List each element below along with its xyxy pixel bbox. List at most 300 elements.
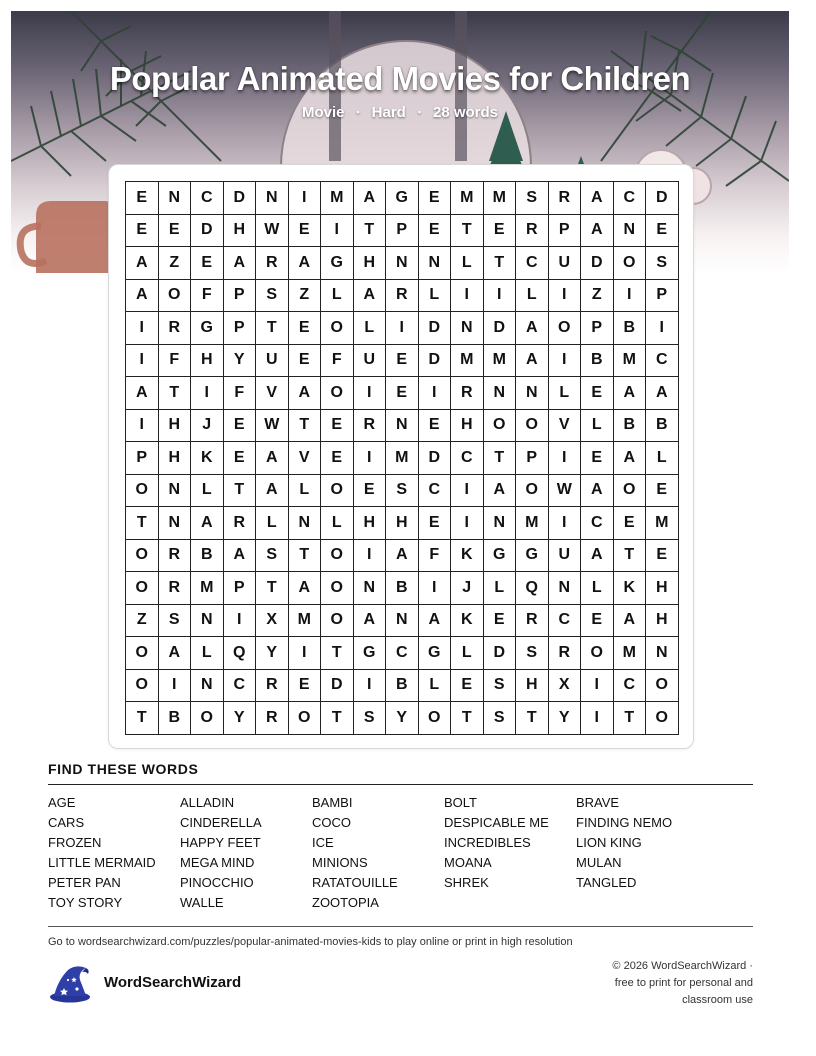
grid-cell[interactable]: D	[321, 669, 354, 702]
grid-cell[interactable]: O	[321, 604, 354, 637]
grid-cell[interactable]: P	[223, 572, 256, 605]
grid-cell[interactable]: I	[223, 604, 256, 637]
grid-cell[interactable]: T	[288, 539, 321, 572]
copyright-notice	[553, 958, 753, 1009]
grid-cell[interactable]: T	[483, 442, 516, 475]
grid-cell[interactable]: C	[646, 344, 679, 377]
grid-cell[interactable]: T	[451, 214, 484, 247]
grid-cell[interactable]: A	[256, 442, 289, 475]
grid-cell[interactable]: I	[418, 377, 451, 410]
grid-cell[interactable]: V	[256, 377, 289, 410]
grid-cell[interactable]: H	[158, 409, 191, 442]
grid-cell[interactable]: E	[223, 442, 256, 475]
grid-cell[interactable]: R	[516, 604, 549, 637]
grid-cell[interactable]: A	[288, 247, 321, 280]
grid-cell[interactable]: N	[483, 507, 516, 540]
grid-cell[interactable]: C	[223, 669, 256, 702]
grid-cell[interactable]: Y	[223, 344, 256, 377]
grid-cell[interactable]: I	[613, 279, 646, 312]
grid-cell[interactable]: M	[483, 182, 516, 215]
grid-cell[interactable]: A	[126, 279, 159, 312]
grid-cell[interactable]: T	[256, 572, 289, 605]
grid-cell[interactable]: N	[158, 182, 191, 215]
grid-cell[interactable]: O	[126, 572, 159, 605]
grid-cell[interactable]: Z	[126, 604, 159, 637]
word-list-item: FINDING NEMO	[576, 815, 673, 830]
grid-cell[interactable]: B	[581, 344, 614, 377]
grid-cell[interactable]: I	[451, 507, 484, 540]
grid-cell[interactable]: I	[353, 377, 386, 410]
grid-cell[interactable]: X	[548, 669, 581, 702]
grid-cell[interactable]: C	[581, 507, 614, 540]
online-play-link[interactable]: Go to wordsearchwizard.com/puzzles/popular-animated-movies-kids to play online or print in high resolution	[48, 936, 573, 948]
grid-cell[interactable]: A	[581, 214, 614, 247]
grid-cell[interactable]: N	[386, 409, 419, 442]
grid-cell[interactable]: Z	[288, 279, 321, 312]
grid-cell[interactable]: D	[223, 182, 256, 215]
grid-cell[interactable]: D	[418, 344, 451, 377]
grid-cell[interactable]: R	[256, 669, 289, 702]
grid-cell[interactable]: E	[288, 669, 321, 702]
grid-cell[interactable]: O	[613, 474, 646, 507]
grid-cell[interactable]: N	[516, 377, 549, 410]
grid-cell[interactable]: T	[353, 214, 386, 247]
grid-cell[interactable]: K	[613, 572, 646, 605]
grid-cell[interactable]: M	[646, 507, 679, 540]
grid-cell[interactable]: B	[191, 539, 224, 572]
grid-cell[interactable]: N	[613, 214, 646, 247]
grid-cell[interactable]: L	[191, 474, 224, 507]
grid-cell[interactable]: A	[353, 604, 386, 637]
grid-cell[interactable]: A	[353, 279, 386, 312]
grid-cell[interactable]: E	[418, 409, 451, 442]
grid-cell[interactable]: I	[581, 669, 614, 702]
grid-cell[interactable]: L	[483, 572, 516, 605]
grid-cell[interactable]: V	[288, 442, 321, 475]
grid-cell[interactable]: G	[321, 247, 354, 280]
grid-cell[interactable]: A	[418, 604, 451, 637]
grid-cell[interactable]: O	[516, 474, 549, 507]
grid-cell[interactable]: D	[581, 247, 614, 280]
grid-cell[interactable]: A	[613, 442, 646, 475]
grid-cell[interactable]: S	[646, 247, 679, 280]
grid-cell[interactable]: P	[126, 442, 159, 475]
grid-cell[interactable]: R	[516, 214, 549, 247]
word-count-label: 28 words	[432, 104, 499, 121]
grid-cell[interactable]: E	[581, 377, 614, 410]
grid-cell[interactable]: E	[418, 182, 451, 215]
grid-cell[interactable]: E	[418, 507, 451, 540]
grid-cell[interactable]: L	[548, 377, 581, 410]
grid-cell[interactable]: E	[646, 474, 679, 507]
grid-cell[interactable]: M	[321, 182, 354, 215]
grid-cell[interactable]: L	[451, 637, 484, 670]
grid-cell[interactable]: V	[548, 409, 581, 442]
grid-cell[interactable]: D	[483, 312, 516, 345]
grid-cell[interactable]: Y	[548, 702, 581, 735]
grid-cell[interactable]: I	[126, 409, 159, 442]
grid-cell[interactable]: U	[548, 247, 581, 280]
grid-cell[interactable]: I	[386, 312, 419, 345]
grid-cell[interactable]: M	[288, 604, 321, 637]
grid-cell[interactable]: P	[516, 442, 549, 475]
grid-cell[interactable]: A	[191, 507, 224, 540]
grid-cell[interactable]: S	[483, 702, 516, 735]
grid-cell[interactable]: O	[126, 474, 159, 507]
grid-cell[interactable]: R	[386, 279, 419, 312]
grid-cell[interactable]: E	[321, 442, 354, 475]
grid-cell[interactable]: A	[516, 312, 549, 345]
grid-cell[interactable]: A	[353, 182, 386, 215]
grid-cell[interactable]: R	[158, 539, 191, 572]
grid-cell[interactable]: L	[256, 507, 289, 540]
grid-cell[interactable]: R	[223, 507, 256, 540]
grid-cell[interactable]: E	[126, 214, 159, 247]
grid-cell[interactable]: K	[451, 604, 484, 637]
grid-cell[interactable]: E	[126, 182, 159, 215]
grid-cell[interactable]: D	[483, 637, 516, 670]
grid-cell[interactable]: E	[288, 312, 321, 345]
grid-cell[interactable]: I	[288, 182, 321, 215]
grid-cell[interactable]: Y	[256, 637, 289, 670]
grid-cell[interactable]: W	[256, 409, 289, 442]
grid-cell[interactable]: O	[321, 572, 354, 605]
grid-cell[interactable]: J	[451, 572, 484, 605]
grid-cell[interactable]: P	[646, 279, 679, 312]
grid-cell[interactable]: A	[483, 474, 516, 507]
grid-row	[126, 409, 679, 442]
grid-cell[interactable]: S	[256, 539, 289, 572]
grid-cell[interactable]: R	[451, 377, 484, 410]
grid-cell[interactable]: C	[451, 442, 484, 475]
grid-cell[interactable]: I	[646, 312, 679, 345]
grid-cell[interactable]: A	[581, 182, 614, 215]
grid-cell[interactable]: O	[581, 637, 614, 670]
grid-cell[interactable]: C	[548, 604, 581, 637]
grid-cell[interactable]: H	[646, 604, 679, 637]
grid-cell[interactable]: L	[451, 247, 484, 280]
grid-cell[interactable]: T	[613, 702, 646, 735]
grid-cell[interactable]: T	[483, 247, 516, 280]
grid-cell[interactable]: E	[646, 539, 679, 572]
grid-cell[interactable]: D	[646, 182, 679, 215]
grid-cell[interactable]: N	[191, 669, 224, 702]
grid-cell[interactable]: E	[451, 669, 484, 702]
grid-cell[interactable]: E	[646, 214, 679, 247]
grid-cell[interactable]: E	[353, 474, 386, 507]
grid-cell[interactable]: T	[158, 377, 191, 410]
grid-cell[interactable]: G	[516, 539, 549, 572]
grid-cell[interactable]: I	[321, 214, 354, 247]
grid-cell[interactable]: X	[256, 604, 289, 637]
grid-cell[interactable]: T	[516, 702, 549, 735]
grid-cell[interactable]: E	[581, 442, 614, 475]
grid-cell[interactable]: I	[451, 279, 484, 312]
grid-cell[interactable]: L	[191, 637, 224, 670]
grid-cell[interactable]: L	[353, 312, 386, 345]
grid-cell[interactable]: R	[548, 637, 581, 670]
grid-cell[interactable]: T	[613, 539, 646, 572]
grid-cell[interactable]: N	[158, 507, 191, 540]
grid-cell[interactable]: O	[126, 539, 159, 572]
grid-cell[interactable]: R	[256, 247, 289, 280]
grid-cell[interactable]: E	[223, 409, 256, 442]
grid-cell[interactable]: S	[386, 474, 419, 507]
grid-cell[interactable]: M	[451, 344, 484, 377]
grid-cell[interactable]: P	[581, 312, 614, 345]
grid-cell[interactable]: L	[646, 442, 679, 475]
grid-cell[interactable]: A	[581, 474, 614, 507]
grid-cell[interactable]: K	[451, 539, 484, 572]
grid-cell[interactable]: M	[451, 182, 484, 215]
grid-cell[interactable]: F	[158, 344, 191, 377]
grid-cell[interactable]: Z	[581, 279, 614, 312]
grid-cell[interactable]: T	[126, 702, 159, 735]
grid-cell[interactable]: O	[646, 702, 679, 735]
grid-cell[interactable]: I	[451, 474, 484, 507]
grid-cell[interactable]: E	[386, 344, 419, 377]
grid-cell[interactable]: U	[548, 539, 581, 572]
grid-cell[interactable]: F	[321, 344, 354, 377]
grid-cell[interactable]: L	[288, 474, 321, 507]
grid-cell[interactable]: U	[353, 344, 386, 377]
grid-cell[interactable]: T	[321, 702, 354, 735]
grid-cell[interactable]: E	[321, 409, 354, 442]
brand-name[interactable]: WordSearchWizard	[104, 974, 242, 991]
grid-cell[interactable]: M	[516, 507, 549, 540]
grid-cell[interactable]: B	[386, 572, 419, 605]
grid-cell[interactable]: P	[223, 279, 256, 312]
grid-cell[interactable]: I	[548, 507, 581, 540]
grid-cell[interactable]: W	[548, 474, 581, 507]
grid-cell[interactable]: A	[126, 377, 159, 410]
grid-cell[interactable]: Y	[223, 702, 256, 735]
grid-cell[interactable]: P	[548, 214, 581, 247]
grid-cell[interactable]: O	[321, 539, 354, 572]
grid-cell[interactable]: H	[451, 409, 484, 442]
grid-cell[interactable]: L	[581, 409, 614, 442]
grid-cell[interactable]: H	[223, 214, 256, 247]
grid-cell[interactable]: B	[158, 702, 191, 735]
grid-cell[interactable]: O	[321, 312, 354, 345]
grid-cell[interactable]: O	[418, 702, 451, 735]
grid-cell[interactable]: M	[613, 637, 646, 670]
grid-cell[interactable]: L	[418, 279, 451, 312]
grid-cell[interactable]: F	[191, 279, 224, 312]
grid-cell[interactable]: O	[613, 247, 646, 280]
grid-cell[interactable]: O	[191, 702, 224, 735]
grid-cell[interactable]: R	[256, 702, 289, 735]
grid-cell[interactable]: I	[548, 442, 581, 475]
grid-cell[interactable]: N	[386, 604, 419, 637]
grid-cell[interactable]: A	[613, 604, 646, 637]
grid-cell[interactable]: N	[451, 312, 484, 345]
grid-cell[interactable]: O	[126, 669, 159, 702]
grid-cell[interactable]: I	[353, 669, 386, 702]
grid-cell[interactable]: A	[288, 572, 321, 605]
grid-cell[interactable]: N	[191, 604, 224, 637]
grid-row	[126, 312, 679, 345]
grid-cell[interactable]: Q	[223, 637, 256, 670]
grid-cell[interactable]: E	[418, 214, 451, 247]
grid-cell[interactable]: A	[516, 344, 549, 377]
grid-cell[interactable]: H	[516, 669, 549, 702]
grid-cell[interactable]: T	[451, 702, 484, 735]
grid-cell[interactable]: L	[581, 572, 614, 605]
grid-cell[interactable]: C	[613, 669, 646, 702]
grid-cell[interactable]: B	[613, 409, 646, 442]
grid-cell[interactable]: H	[191, 344, 224, 377]
grid-cell[interactable]: H	[386, 507, 419, 540]
grid-cell[interactable]: N	[288, 507, 321, 540]
grid-cell[interactable]: I	[548, 344, 581, 377]
grid-cell[interactable]: D	[418, 442, 451, 475]
grid-cell[interactable]: N	[386, 247, 419, 280]
grid-cell[interactable]: N	[548, 572, 581, 605]
grid-cell[interactable]: Y	[386, 702, 419, 735]
grid-cell[interactable]: A	[223, 247, 256, 280]
grid-cell[interactable]: Q	[516, 572, 549, 605]
grid-cell[interactable]: M	[386, 442, 419, 475]
grid-cell[interactable]: E	[581, 604, 614, 637]
grid-cell[interactable]: O	[646, 669, 679, 702]
grid-cell[interactable]: G	[191, 312, 224, 345]
grid-cell[interactable]: C	[418, 474, 451, 507]
grid-cell[interactable]: A	[158, 637, 191, 670]
grid-cell[interactable]: F	[223, 377, 256, 410]
grid-cell[interactable]: E	[613, 507, 646, 540]
grid-cell[interactable]: I	[191, 377, 224, 410]
grid-cell[interactable]: E	[483, 604, 516, 637]
grid-cell[interactable]: N	[158, 474, 191, 507]
grid-cell[interactable]: O	[516, 409, 549, 442]
grid-cell[interactable]: K	[191, 442, 224, 475]
grid-cell[interactable]: A	[386, 539, 419, 572]
grid-cell[interactable]: M	[191, 572, 224, 605]
grid-cell[interactable]: S	[483, 669, 516, 702]
grid-cell[interactable]: F	[418, 539, 451, 572]
grid-cell[interactable]: R	[353, 409, 386, 442]
grid-cell[interactable]: G	[483, 539, 516, 572]
grid-cell[interactable]: U	[256, 344, 289, 377]
grid-cell[interactable]: A	[256, 474, 289, 507]
grid-cell[interactable]: S	[516, 182, 549, 215]
grid-cell[interactable]: S	[353, 702, 386, 735]
grid-cell[interactable]: I	[418, 572, 451, 605]
grid-cell[interactable]: I	[353, 442, 386, 475]
grid-cell[interactable]: C	[516, 247, 549, 280]
grid-cell[interactable]: G	[418, 637, 451, 670]
grid-cell[interactable]: T	[288, 409, 321, 442]
grid-cell[interactable]: W	[256, 214, 289, 247]
grid-cell[interactable]: G	[386, 182, 419, 215]
grid-cell[interactable]: S	[158, 604, 191, 637]
grid-cell[interactable]: I	[158, 669, 191, 702]
grid-cell[interactable]: H	[646, 572, 679, 605]
grid-cell[interactable]: I	[353, 539, 386, 572]
grid-cell[interactable]: E	[158, 214, 191, 247]
grid-cell[interactable]: A	[288, 377, 321, 410]
grid-cell[interactable]: T	[223, 474, 256, 507]
grid-cell[interactable]: H	[158, 442, 191, 475]
grid-cell[interactable]: O	[321, 474, 354, 507]
grid-cell[interactable]: P	[223, 312, 256, 345]
grid-cell[interactable]: L	[321, 279, 354, 312]
grid-cell[interactable]: N	[256, 182, 289, 215]
grid-cell[interactable]: I	[126, 344, 159, 377]
grid-cell[interactable]: H	[353, 507, 386, 540]
grid-cell[interactable]: C	[386, 637, 419, 670]
grid-cell[interactable]: E	[483, 214, 516, 247]
grid-cell[interactable]: I	[548, 279, 581, 312]
grid-cell[interactable]: I	[581, 702, 614, 735]
grid-cell[interactable]: S	[256, 279, 289, 312]
grid-cell[interactable]: O	[321, 377, 354, 410]
grid-cell[interactable]: A	[613, 377, 646, 410]
grid-cell[interactable]: O	[288, 702, 321, 735]
grid-cell[interactable]: E	[288, 214, 321, 247]
grid-cell[interactable]: N	[483, 377, 516, 410]
grid-cell[interactable]: N	[418, 247, 451, 280]
grid-cell[interactable]: R	[158, 572, 191, 605]
grid-cell[interactable]: C	[191, 182, 224, 215]
grid-cell[interactable]: O	[126, 637, 159, 670]
grid-cell[interactable]: O	[548, 312, 581, 345]
grid-cell[interactable]: J	[191, 409, 224, 442]
grid-cell[interactable]: A	[223, 539, 256, 572]
word-list-item: ALLADIN	[180, 795, 235, 810]
grid-cell[interactable]: L	[516, 279, 549, 312]
grid-cell[interactable]: B	[613, 312, 646, 345]
grid-cell[interactable]: R	[158, 312, 191, 345]
grid-cell[interactable]: I	[126, 312, 159, 345]
grid-cell[interactable]: D	[191, 214, 224, 247]
grid-cell[interactable]: A	[646, 377, 679, 410]
grid-cell[interactable]: M	[483, 344, 516, 377]
grid-cell[interactable]: C	[613, 182, 646, 215]
grid-cell[interactable]: S	[516, 637, 549, 670]
grid-cell[interactable]: M	[613, 344, 646, 377]
grid-cell[interactable]: T	[126, 507, 159, 540]
grid-cell[interactable]: E	[386, 377, 419, 410]
word-list-item: PETER PAN	[48, 875, 121, 890]
grid-cell[interactable]: D	[418, 312, 451, 345]
grid-cell[interactable]: N	[353, 572, 386, 605]
grid-cell[interactable]: N	[646, 637, 679, 670]
grid-cell[interactable]: L	[418, 669, 451, 702]
grid-cell[interactable]: H	[353, 247, 386, 280]
grid-cell[interactable]: E	[191, 247, 224, 280]
grid-cell[interactable]: B	[386, 669, 419, 702]
grid-cell[interactable]: P	[386, 214, 419, 247]
grid-cell[interactable]: A	[126, 247, 159, 280]
grid-cell[interactable]: I	[483, 279, 516, 312]
grid-cell[interactable]: B	[646, 409, 679, 442]
grid-cell[interactable]: T	[256, 312, 289, 345]
grid-cell[interactable]: O	[483, 409, 516, 442]
grid-cell[interactable]: E	[288, 344, 321, 377]
grid-cell[interactable]: I	[288, 637, 321, 670]
grid-cell[interactable]: T	[321, 637, 354, 670]
grid-cell[interactable]: R	[548, 182, 581, 215]
letter-grid[interactable]	[125, 181, 679, 735]
grid-cell[interactable]: Z	[158, 247, 191, 280]
word-list-item: AGE	[48, 795, 76, 810]
grid-cell[interactable]: A	[581, 539, 614, 572]
grid-cell[interactable]: G	[353, 637, 386, 670]
grid-cell[interactable]: L	[321, 507, 354, 540]
grid-cell[interactable]: O	[158, 279, 191, 312]
